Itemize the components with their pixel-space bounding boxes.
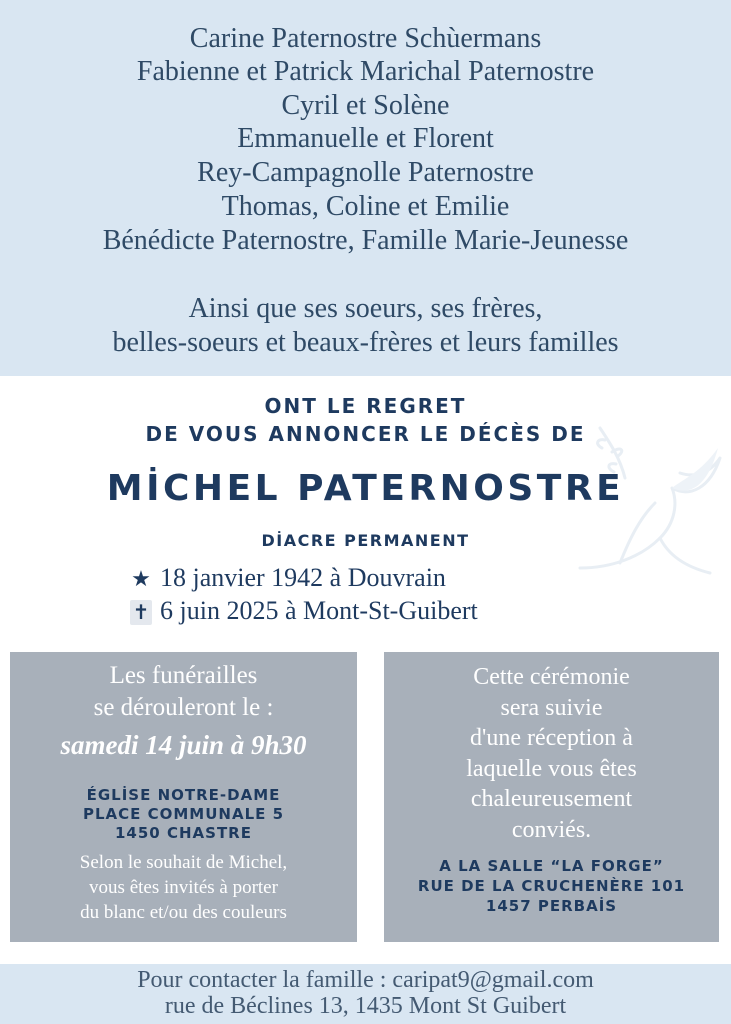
cross-icon: ✝ — [130, 600, 152, 625]
funeral-datetime: samedi 14 juin à 9h30 — [60, 730, 307, 760]
family-line: Fabienne et Patrick Marichal Paternostre — [136, 56, 595, 87]
family-line: Rey-Campagnolle Paternostre — [197, 157, 534, 188]
family-line: Cyril et Solène — [281, 90, 450, 121]
birth-date — [130, 563, 446, 593]
family-line: Emmanuelle et Florent — [237, 123, 494, 154]
deceased-role: DİACRE PERMANENT — [261, 531, 470, 550]
star-icon: ★ — [131, 566, 151, 591]
family-line: Carine Paternostre Schùermans — [189, 23, 542, 54]
death-text: 6 juin 2025 à Mont-St-Guibert — [160, 596, 478, 625]
reception-address: A LA SALLE “LA FORGE” RUE DE LA CRUCHENÈRE 101 1457 PERBAİS — [417, 857, 686, 915]
dress-wish: Selon le souhait de Michel, vous êtes invités à porter du blanc et/ou des couleurs — [79, 852, 288, 923]
deceased-name: MİCHEL PATERNOSTRE — [106, 468, 625, 509]
contact-email-line: Pour contacter la famille : caripat9@gmail.com — [137, 967, 594, 993]
extended-family-line: Ainsi que ses soeurs, ses frères, — [188, 293, 543, 324]
church-address: ÉGLİSE NOTRE-DAME PLACE COMMUNALE 5 1450 CHASTRE — [82, 786, 285, 842]
reception-box — [384, 652, 719, 942]
extended-family-line: belles-soeurs et beaux-frères et leurs familles — [112, 327, 619, 358]
funeral-box — [10, 652, 357, 942]
death-date — [130, 596, 478, 626]
funeral-intro: Les funérailles se dérouleront le : — [93, 662, 274, 721]
announcement-line: ONT LE REGRET — [264, 394, 467, 418]
birth-text: 18 janvier 1942 à Douvrain — [160, 563, 446, 592]
reception-text: Cette cérémonie sera suivie d'une réception à laquelle vous êtes chaleureusement conviés. — [466, 664, 637, 843]
family-line: Bénédicte Paternostre, Famille Marie-Jeunesse — [102, 225, 629, 256]
family-line: Thomas, Coline et Emilie — [221, 191, 510, 222]
announcement-line: DE VOUS ANNONCER LE DÉCÈS DE — [145, 422, 586, 446]
contact-address-line: rue de Béclines 13, 1435 Mont St Guibert — [164, 993, 567, 1019]
